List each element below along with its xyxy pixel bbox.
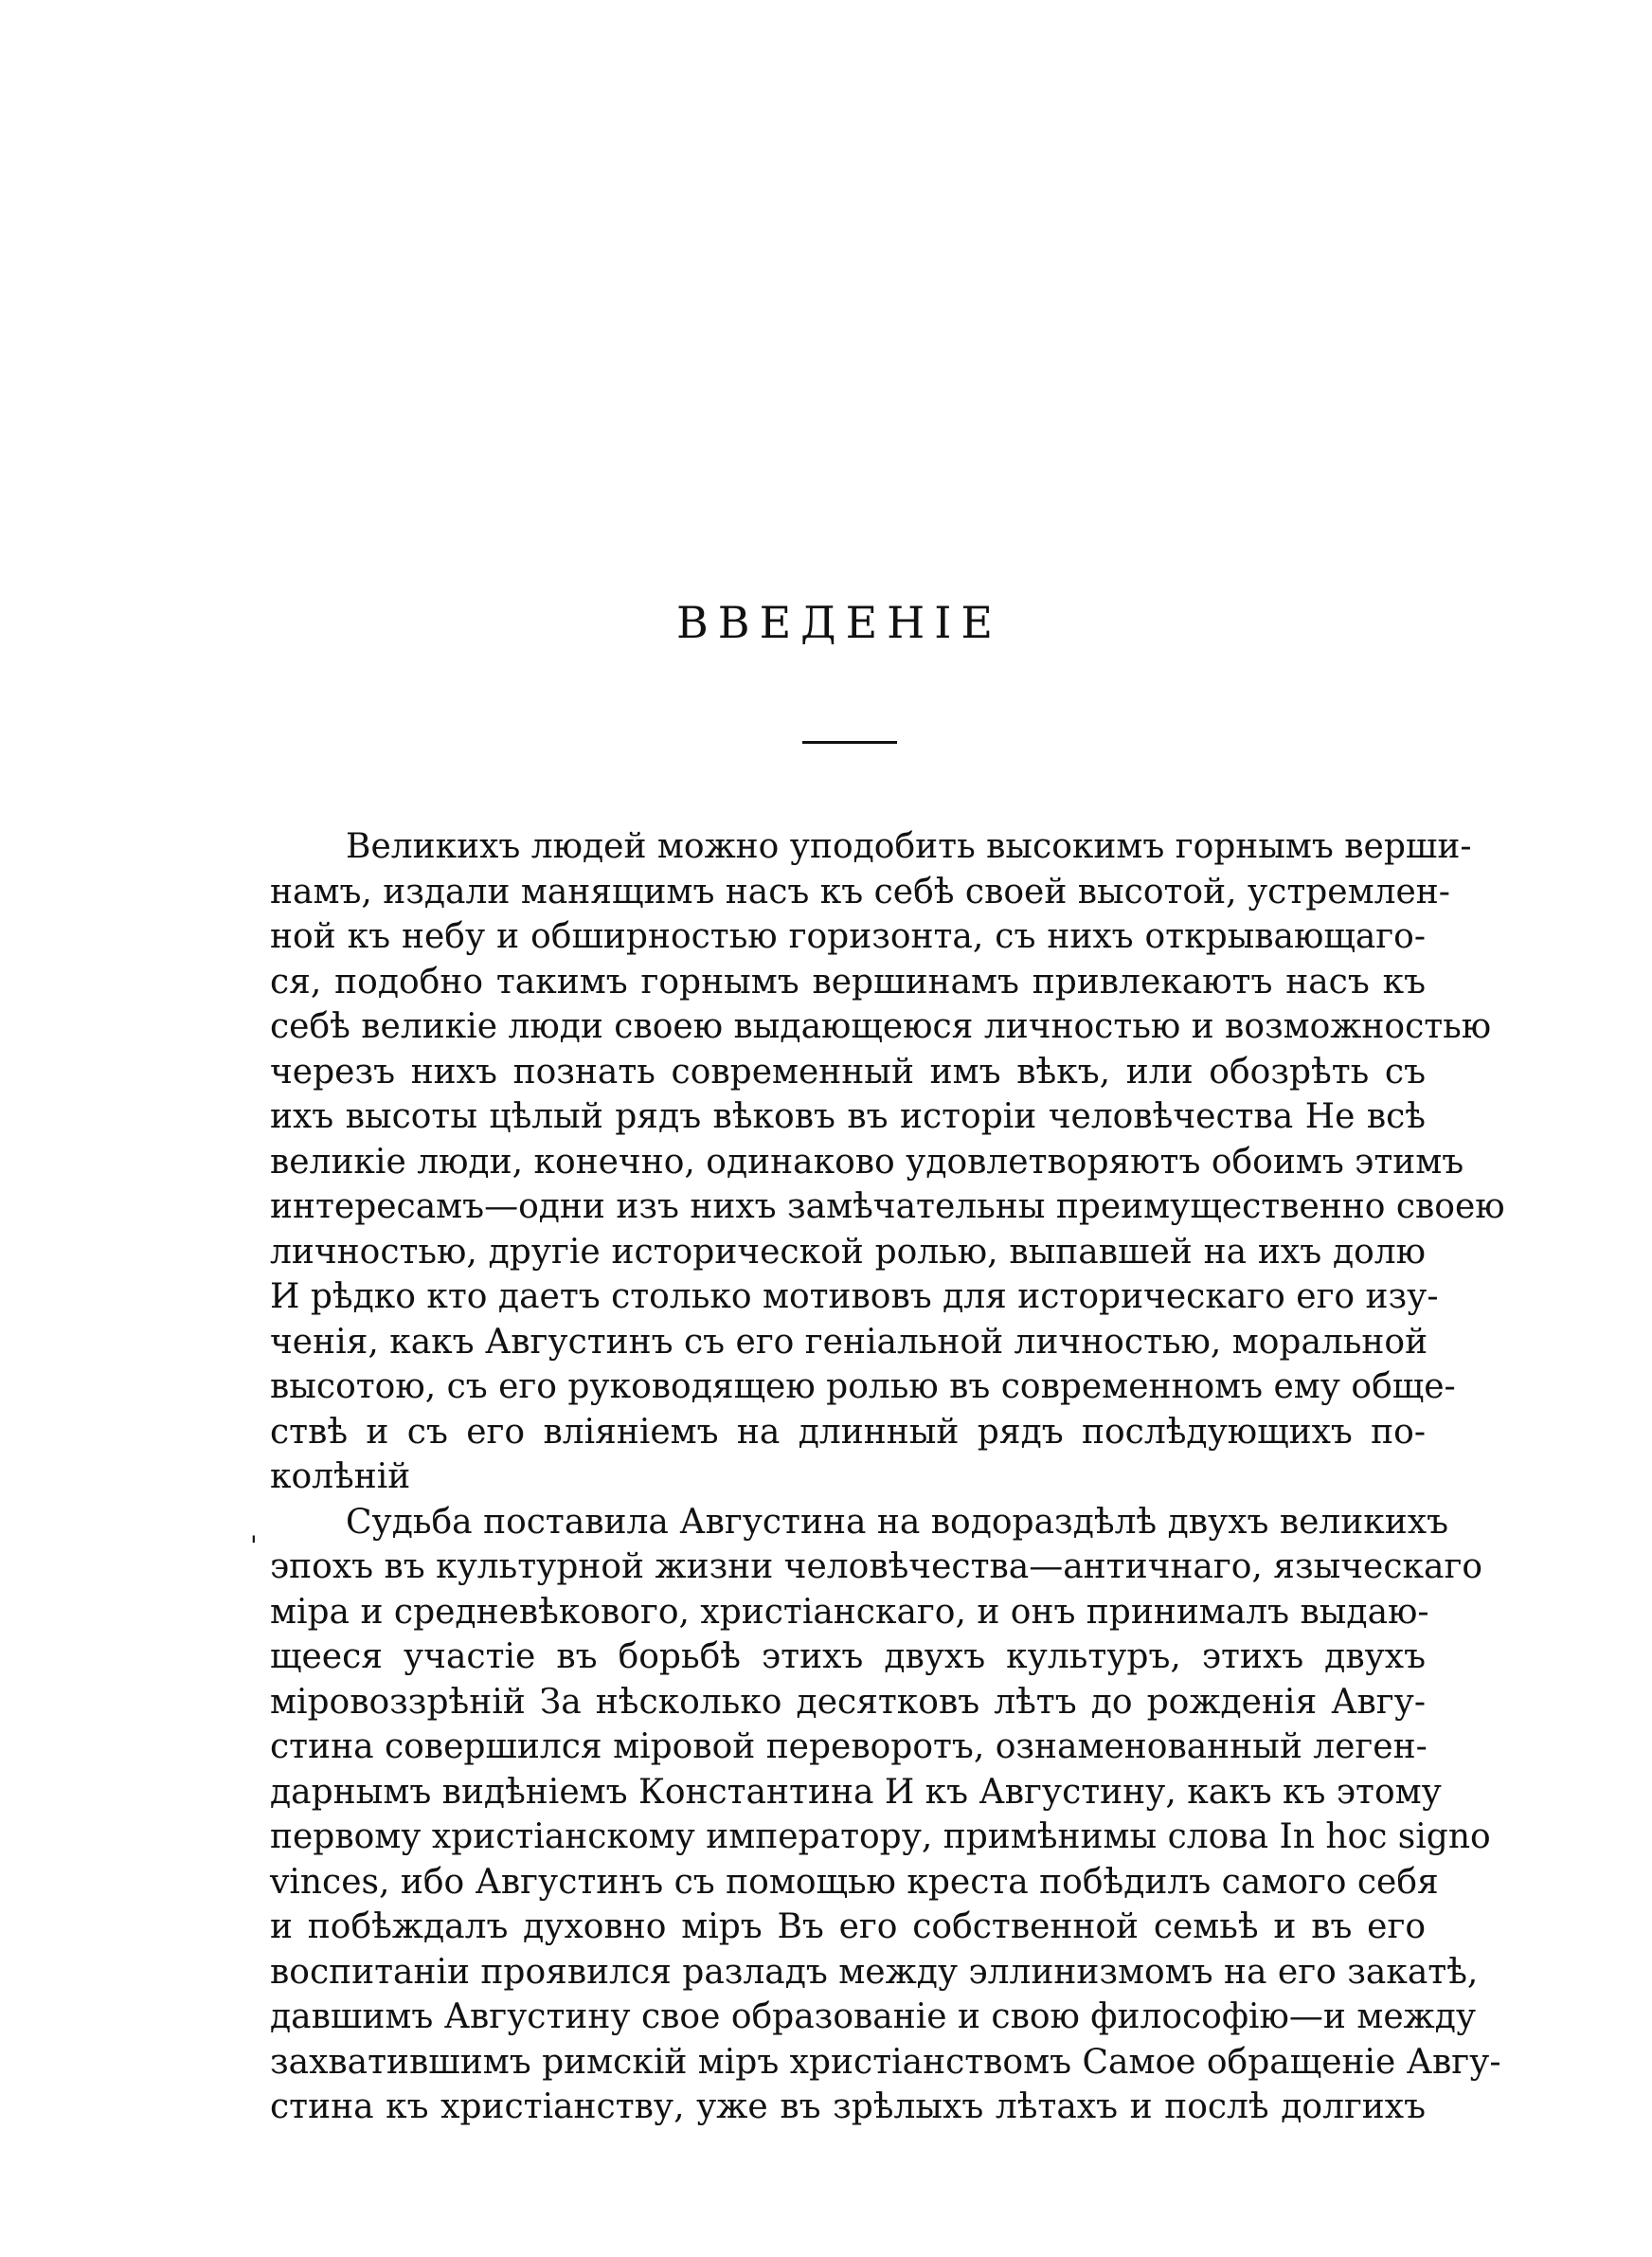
body-text xyxy=(270,824,1505,2130)
heading-divider xyxy=(802,741,897,744)
text-line: первому христіанскому императору, примѣнимы слова In hoc signo xyxy=(270,1817,1491,1856)
text-line: ихъ высоты цѣлый рядъ вѣковъ въ исторіи человѣчества Не всѣ xyxy=(270,1097,1426,1136)
text-line: стина къ христіанству, уже въ зрѣлыхъ лѣтахъ и послѣ долгихъ xyxy=(270,2087,1426,2126)
text-line: великіе люди, конечно, одинаково удовлетворяютъ обоимъ этимъ xyxy=(270,1142,1464,1182)
text-line: ченія, какъ Августинъ съ его геніальной личностью, моральной xyxy=(270,1322,1428,1362)
text-line: Великихъ людей можно уподобить высокимъ горнымъ верши- xyxy=(346,827,1472,866)
text-line: міра и средневѣкового, христіанскаго, и онъ принималъ выдаю- xyxy=(270,1592,1429,1632)
text-line: намъ, издали манящимъ насъ къ себѣ своей высотой, устремлен- xyxy=(270,872,1450,912)
text-line: Судьба поставила Августина на водораздѣлѣ двухъ великихъ xyxy=(346,1502,1448,1542)
text-line: высотою, съ его руководящею ролью въ современномъ ему общe- xyxy=(270,1367,1456,1406)
text-line: интересамъ—одни изъ нихъ замѣчательны преимущественно своею xyxy=(270,1187,1505,1226)
paragraph-2 xyxy=(270,1500,1501,2130)
text-line: стина совершился міровой переворотъ, ознаменованный леген- xyxy=(270,1727,1428,1766)
text-line: ствѣ и съ его вліяніемъ на длинный рядъ послѣдующихъ по- xyxy=(270,1412,1426,1452)
text-line: и побѣждалъ духовно міръ Въ его собственной семьѣ и въ его xyxy=(270,1907,1426,1946)
text-line: міровоззрѣній За нѣсколько десятковъ лѣтъ до рожденія Авгу- xyxy=(270,1682,1426,1722)
text-line: И рѣдко кто даетъ столько мотивовъ для историческаго его изу- xyxy=(270,1277,1439,1316)
text-line: воспитаніи проявился разладъ между эллинизмомъ на его закатѣ, xyxy=(270,1952,1479,1992)
text-line: ной къ небу и обширностью горизонта, съ нихъ открывающаго- xyxy=(270,917,1426,956)
text-line: себѣ великіе люди своею выдающеюся личностью и возможностью xyxy=(270,1007,1492,1046)
chapter-heading: ВВЕДЕНІЕ xyxy=(675,597,1003,648)
text-line: щееся участіе въ борьбѣ этихъ двухъ культуръ, этихъ двухъ xyxy=(270,1637,1426,1676)
text-line: захватившимъ римскій міръ христіанствомъ Самое обращеніе Авгу- xyxy=(270,2042,1501,2082)
text-line: давшимъ Августину свое образованіе и свою философію—и между xyxy=(270,1997,1477,2036)
stray-mark: ' xyxy=(250,1530,258,1562)
text-line: личностью, другіе исторической ролью, выпавшей на ихъ долю xyxy=(270,1232,1426,1272)
text-line: колѣній xyxy=(270,1457,411,1496)
text-line: ся, подобно такимъ горнымъ вершинамъ привлекаютъ насъ къ xyxy=(270,962,1426,1002)
text-line: vinces, ибо Августинъ съ помощью креста побѣдилъ самого себя xyxy=(270,1862,1439,1902)
text-line: дарнымъ видѣніемъ Константина И къ Августину, какъ къ этому xyxy=(270,1772,1442,1812)
text-line: черезъ нихъ познать современный имъ вѣкъ, или обозрѣть съ xyxy=(270,1052,1426,1092)
text-line: эпохъ въ культурной жизни человѣчества—античнаго, языческаго xyxy=(270,1547,1483,1586)
paragraph-1 xyxy=(270,824,1505,1500)
